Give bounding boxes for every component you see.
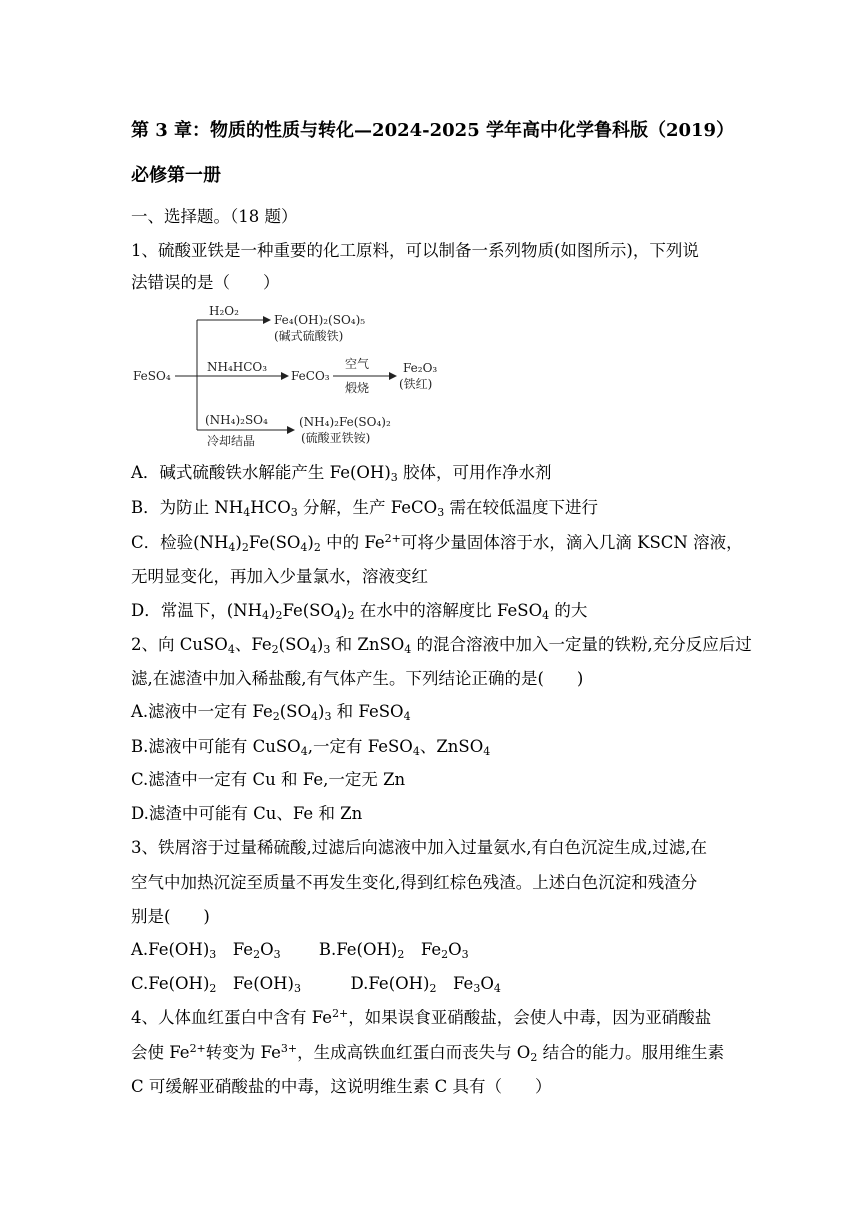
q3-stem-line2: 空气中加热沉淀至质量不再发生变化,得到红棕色残渣。上述白色沉淀和残渣分 [131, 873, 698, 892]
diagram-branch2-product: FeCO₃ [291, 369, 330, 383]
q2-option-d: D.滤渣中可能有 Cu、Fe 和 Zn [131, 804, 363, 823]
diagram-branch2-final: Fe₂O₃ [403, 361, 438, 375]
q2-stem-line1: 2、向 CuSO$_4$、$Fe_2(SO_4)_3$ 和 ZnSO$_4$ 的混合溶液中加入一定量的铁粉,充分反应后过 [131, 635, 752, 656]
q3-stem-line1: 3、铁屑溶于过量稀硫酸,过滤后向滤液中加入过量氨水,有白色沉淀生成,过滤,在 [131, 838, 707, 857]
diagram-branch2-cond-bottom: 煅烧 [345, 381, 370, 395]
document-title-line1: 第 3 章：物质的性质与转化—2024-2025 学年高中化学鲁科版（2019） [131, 120, 735, 141]
diagram-branch3-product: (NH₄)₂Fe(SO₄)₂ [299, 415, 391, 429]
q1-option-c-line1: C．检验$(NH_4)_2Fe(SO_4)_2$ 中的 $Fe^{2+}$可将少量固体溶于水，滴入几滴 KSCN 溶液， [131, 532, 743, 554]
q1-option-c-line2: 无明显变化，再加入少量氯水，溶液变红 [131, 567, 428, 586]
diagram-branch1-reagent: H₂O₂ [209, 304, 239, 318]
q4-stem-line3: C 可缓解亚硝酸盐的中毒，这说明维生素 C 具有（ ） [131, 1077, 552, 1096]
q3-options-cd: $C.Fe(OH)_2$ $Fe(OH)_3$ $D.Fe(OH)_2$ $Fe_3O_4$ [131, 974, 501, 995]
diagram-branch2-reagent: NH₄HCO₃ [207, 360, 268, 374]
diagram-branch2-final-name: (铁红) [399, 377, 433, 391]
diagram-branch1-name: (碱式硫酸铁) [274, 329, 344, 343]
q2-option-c: C.滤渣中一定有 Cu 和 Fe,一定无 Zn [131, 770, 406, 789]
diagram-branch3-cond: 冷却结晶 [207, 434, 256, 448]
diagram-branch3-name: (硫酸亚铁铵) [301, 431, 371, 445]
q2-option-a: A.滤液中一定有 $Fe_2(SO_4)_3$ 和 FeSO$_4$ [131, 702, 411, 723]
q4-stem-line1: 4、人体血红蛋白中含有 $Fe^{2+}$，如果误食亚硝酸盐，会使人中毒，因为亚硝酸盐 [131, 1007, 712, 1027]
diagram-branch2-cond-top: 空气 [345, 357, 370, 371]
q1-option-b: B．为防止 $NH_4HCO_3$ 分解，生产 FeCO$_3$ 需在较低温度下进行 [131, 498, 598, 519]
document-title-line2: 必修第一册 [131, 165, 221, 186]
q1-option-d: D．常温下，$(NH_4)_2Fe(SO_4)_2$ 在水中的溶解度比 FeSO$_4$ 的大 [131, 601, 588, 622]
reaction-diagram [131, 300, 461, 450]
diagram-start: FeSO₄ [133, 369, 171, 383]
section-heading: 一、选择题。（18 题） [131, 207, 298, 226]
q4-stem-line2: 会使 $Fe^{2+}$转变为 $Fe^{3+}$，生成高铁血红蛋白而丧失与 $O_2$ 结合的能力。服用维生素 [131, 1042, 725, 1064]
q3-options-ab: $A.Fe(OH)_3$ $Fe_2O_3$ $B.Fe(OH)_2$ $Fe_2O_3$ [131, 940, 469, 961]
q1-stem-line1: 1、硫酸亚铁是一种重要的化工原料，可以制备一系列物质(如图所示)，下列说 [131, 241, 699, 260]
q1-option-a: A．碱式硫酸铁水解能产生 $Fe(OH)_3$ 胶体，可用作净水剂 [131, 463, 552, 484]
q3-stem-line3: 别是( ) [131, 907, 210, 926]
q1-stem-line2: 法错误的是（ ） [131, 273, 280, 292]
q2-stem-line2: 滤,在滤渣中加入稀盐酸,有气体产生。下列结论正确的是( ) [131, 669, 584, 688]
q2-option-b: B.滤液中可能有 CuSO$_4$,一定有 FeSO$_4$、ZnSO$_4$ [131, 737, 491, 758]
diagram-branch1-product: Fe₄(OH)₂(SO₄)₅ [274, 313, 366, 327]
diagram-branch3-reagent: (NH₄)₂SO₄ [205, 413, 268, 427]
